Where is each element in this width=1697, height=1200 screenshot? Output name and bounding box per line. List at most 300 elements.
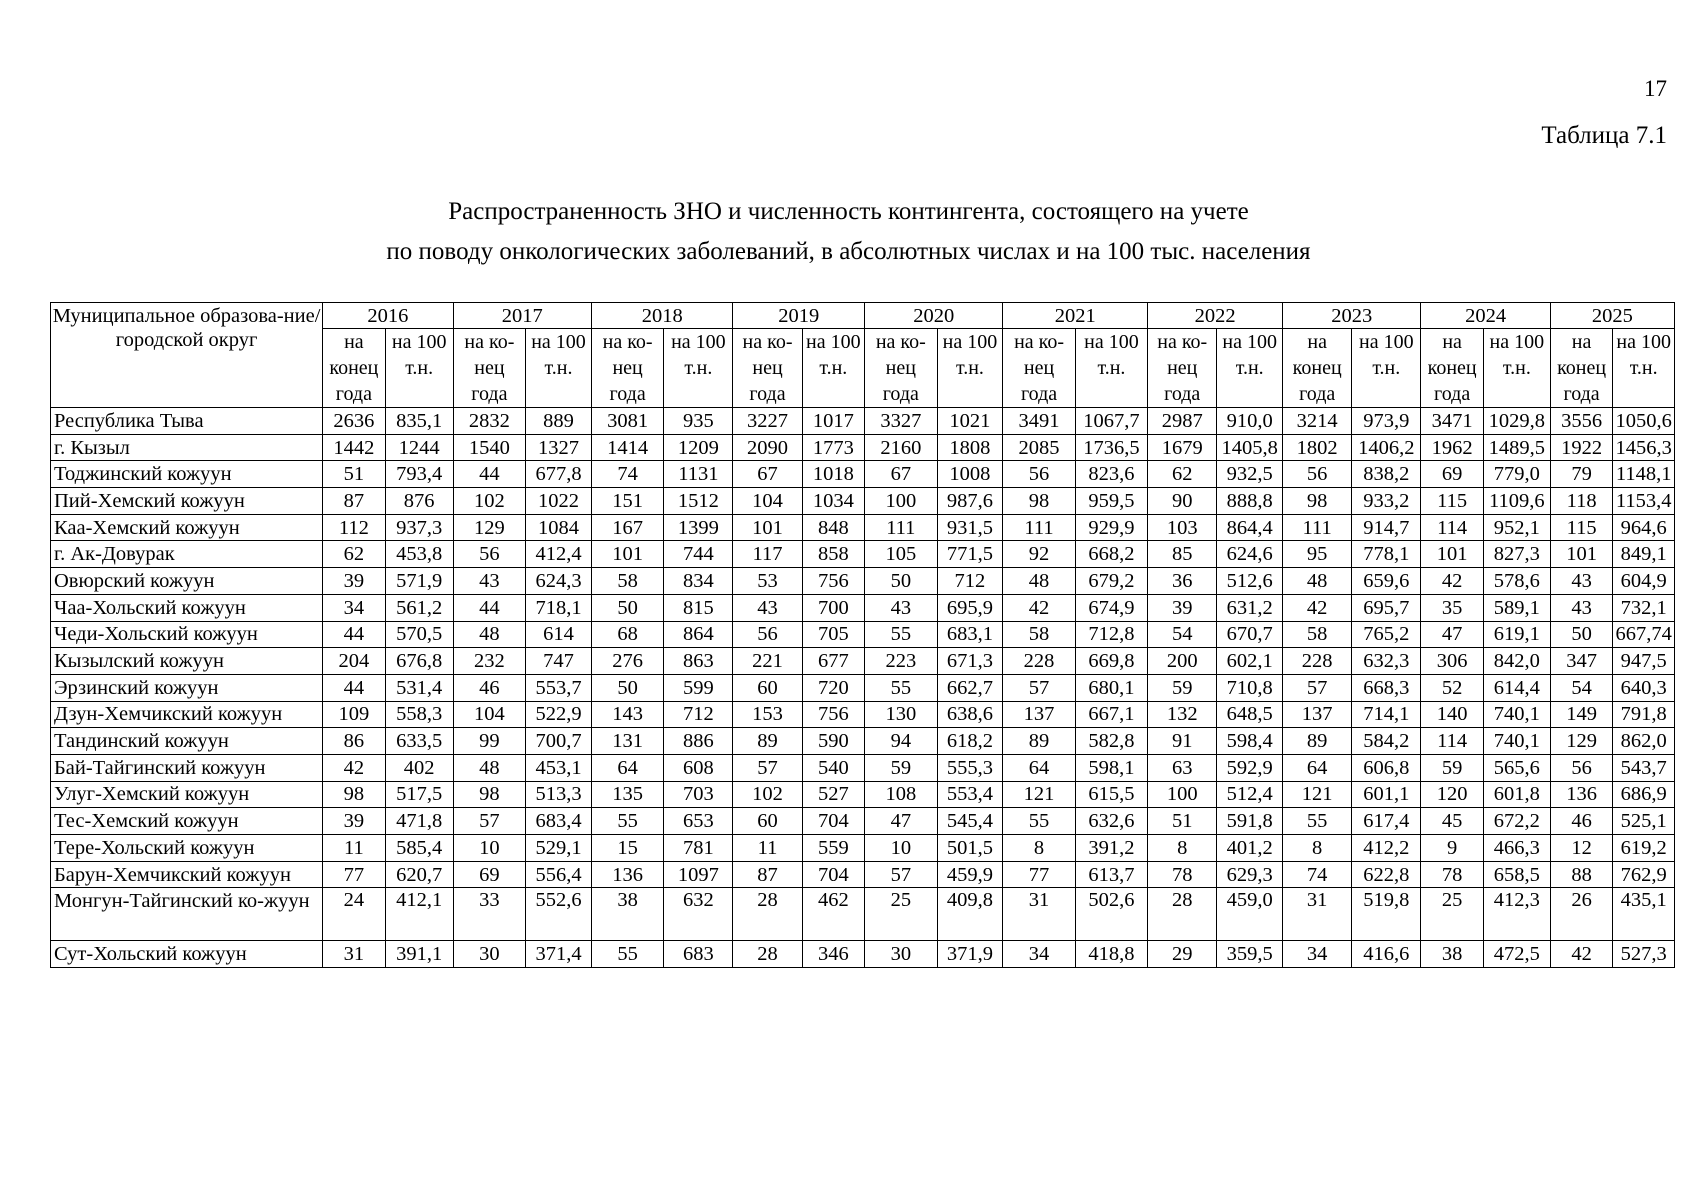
year-end-count-cell: 58 [1003,621,1075,648]
per-100k-cell: 827,3 [1483,541,1550,568]
year-end-count-cell: 43 [453,568,525,595]
per-100k-cell: 555,3 [937,754,1003,781]
per-100k-cell: 823,6 [1075,461,1147,488]
subheader-year-end: на конец года [1283,329,1352,408]
year-end-count-cell: 1802 [1283,434,1352,461]
year-end-count-cell: 3214 [1283,408,1352,435]
per-100k-cell: 815 [664,594,733,621]
per-100k-cell: 710,8 [1217,674,1283,701]
year-end-count-cell: 90 [1148,488,1217,515]
per-100k-cell: 779,0 [1483,461,1550,488]
year-end-count-cell: 34 [1283,941,1352,968]
per-100k-cell: 601,1 [1352,781,1421,808]
per-100k-cell: 712,8 [1075,621,1147,648]
per-100k-cell: 502,6 [1075,888,1147,941]
year-end-count-cell: 64 [1003,754,1075,781]
year-end-count-cell: 74 [1283,861,1352,888]
per-100k-cell: 964,6 [1613,514,1675,541]
per-100k-cell: 371,4 [526,941,592,968]
year-end-count-cell: 115 [1421,488,1484,515]
year-end-count-cell: 28 [1148,888,1217,941]
table-row [51,514,1675,541]
per-100k-cell: 453,8 [385,541,453,568]
per-100k-cell: 466,3 [1483,835,1550,862]
per-100k-cell: 624,3 [526,568,592,595]
year-end-count-cell: 121 [1003,781,1075,808]
subheader-year-end: на ко-нец года [1003,329,1075,408]
year-end-count-cell: 167 [591,514,663,541]
table-row [51,594,1675,621]
year-end-count-cell: 42 [1421,568,1484,595]
year-end-count-cell: 143 [591,701,663,728]
year-end-count-cell: 347 [1550,648,1613,675]
per-100k-cell: 677 [802,648,865,675]
year-end-count-cell: 120 [1421,781,1484,808]
per-100k-cell: 561,2 [385,594,453,621]
per-100k-cell: 718,1 [526,594,592,621]
table-row [51,808,1675,835]
per-100k-cell: 615,5 [1075,781,1147,808]
subheader-per-100k: на 100 т.н. [385,329,453,408]
per-100k-cell: 756 [802,568,865,595]
per-100k-cell: 472,5 [1483,941,1550,968]
per-100k-cell: 704 [802,808,865,835]
per-100k-cell: 513,3 [526,781,592,808]
per-100k-cell: 667,74 [1613,621,1675,648]
year-end-count-cell: 50 [1550,621,1613,648]
per-100k-cell: 501,5 [937,835,1003,862]
per-100k-cell: 762,9 [1613,861,1675,888]
per-100k-cell: 1244 [385,434,453,461]
table-row [51,674,1675,701]
per-100k-cell: 932,5 [1217,461,1283,488]
year-end-count-cell: 44 [453,461,525,488]
year-end-count-cell: 55 [591,808,663,835]
per-100k-cell: 863 [664,648,733,675]
year-end-count-cell: 130 [865,701,937,728]
per-100k-cell: 604,9 [1613,568,1675,595]
year-end-count-cell: 31 [1283,888,1352,941]
table-title-line-1: Распространенность ЗНО и численность контингента, состоящего на учете [448,198,1249,225]
table-row [51,781,1675,808]
per-100k-cell: 703 [664,781,733,808]
subheader-year-end: на ко-нец года [865,329,937,408]
per-100k-cell: 714,1 [1352,701,1421,728]
year-end-count-cell: 108 [865,781,937,808]
per-100k-cell: 359,5 [1217,941,1283,968]
year-end-count-cell: 24 [323,888,386,941]
year-end-count-cell: 2987 [1148,408,1217,435]
year-header: 2018 [591,303,733,329]
table-row [51,541,1675,568]
year-header: 2017 [453,303,591,329]
per-100k-cell: 668,2 [1075,541,1147,568]
year-end-count-cell: 111 [865,514,937,541]
year-end-count-cell: 100 [1148,781,1217,808]
year-end-count-cell: 88 [1550,861,1613,888]
region-name-cell: Кызылский кожуун [51,648,323,675]
year-end-count-cell: 38 [591,888,663,941]
per-100k-cell: 553,4 [937,781,1003,808]
per-100k-cell: 747 [526,648,592,675]
per-100k-cell: 617,4 [1352,808,1421,835]
per-100k-cell: 695,7 [1352,594,1421,621]
per-100k-cell: 553,7 [526,674,592,701]
year-end-count-cell: 55 [1283,808,1352,835]
year-end-count-cell: 57 [733,754,802,781]
table-row [51,408,1675,435]
year-end-count-cell: 51 [1148,808,1217,835]
year-end-count-cell: 92 [1003,541,1075,568]
table-row [51,835,1675,862]
year-end-count-cell: 140 [1421,701,1484,728]
year-end-count-cell: 54 [1550,674,1613,701]
per-100k-cell: 700 [802,594,865,621]
region-name-cell: Каа-Хемский кожуун [51,514,323,541]
year-end-count-cell: 31 [323,941,386,968]
table-row [51,488,1675,515]
year-end-count-cell: 151 [591,488,663,515]
per-100k-cell: 1736,5 [1075,434,1147,461]
year-end-count-cell: 2160 [865,434,937,461]
per-100k-cell: 1021 [937,408,1003,435]
year-end-count-cell: 3491 [1003,408,1075,435]
per-100k-cell: 632 [664,888,733,941]
subheader-year-end: на конец года [323,329,386,408]
per-100k-cell: 527 [802,781,865,808]
year-end-count-cell: 63 [1148,754,1217,781]
per-100k-cell: 888,8 [1217,488,1283,515]
per-100k-cell: 525,1 [1613,808,1675,835]
year-end-count-cell: 12 [1550,835,1613,862]
year-end-count-cell: 98 [453,781,525,808]
per-100k-cell: 527,3 [1613,941,1675,968]
year-end-count-cell: 43 [865,594,937,621]
year-end-count-cell: 39 [323,568,386,595]
year-end-count-cell: 2085 [1003,434,1075,461]
region-name-cell: г. Ак-Довурак [51,541,323,568]
subheader-per-100k: на 100 т.н. [664,329,733,408]
per-100k-cell: 640,3 [1613,674,1675,701]
year-end-count-cell: 102 [733,781,802,808]
region-name-cell: Эрзинский кожуун [51,674,323,701]
year-header: 2016 [323,303,454,329]
per-100k-cell: 705 [802,621,865,648]
region-name-cell: Чеди-Хольский кожуун [51,621,323,648]
year-end-count-cell: 56 [453,541,525,568]
per-100k-cell: 849,1 [1613,541,1675,568]
per-100k-cell: 793,4 [385,461,453,488]
year-end-count-cell: 28 [733,941,802,968]
per-100k-cell: 412,2 [1352,835,1421,862]
year-end-count-cell: 136 [591,861,663,888]
per-100k-cell: 952,1 [1483,514,1550,541]
year-end-count-cell: 45 [1421,808,1484,835]
per-100k-cell: 987,6 [937,488,1003,515]
year-end-count-cell: 114 [1421,514,1484,541]
per-100k-cell: 876 [385,488,453,515]
year-end-count-cell: 35 [1421,594,1484,621]
per-100k-cell: 842,0 [1483,648,1550,675]
per-100k-cell: 1153,4 [1613,488,1675,515]
year-end-count-cell: 111 [1283,514,1352,541]
year-end-count-cell: 228 [1003,648,1075,675]
year-end-count-cell: 43 [1550,594,1613,621]
per-100k-cell: 401,2 [1217,835,1283,862]
subheader-per-100k: на 100 т.н. [1483,329,1550,408]
year-end-count-cell: 57 [1003,674,1075,701]
year-header: 2021 [1003,303,1148,329]
per-100k-cell: 606,8 [1352,754,1421,781]
per-100k-cell: 937,3 [385,514,453,541]
year-end-count-cell: 1962 [1421,434,1484,461]
subheader-per-100k: на 100 т.н. [1075,329,1147,408]
year-end-count-cell: 64 [1283,754,1352,781]
per-100k-cell: 519,8 [1352,888,1421,941]
per-100k-cell: 540 [802,754,865,781]
year-end-count-cell: 57 [453,808,525,835]
per-100k-cell: 391,1 [385,941,453,968]
year-end-count-cell: 31 [1003,888,1075,941]
table-row [51,941,1675,968]
subheader-per-100k: на 100 т.н. [526,329,592,408]
per-100k-cell: 862,0 [1613,728,1675,755]
per-100k-cell: 614,4 [1483,674,1550,701]
year-end-count-cell: 204 [323,648,386,675]
per-100k-cell: 1050,6 [1613,408,1675,435]
table-row [51,621,1675,648]
per-100k-cell: 1131 [664,461,733,488]
year-end-count-cell: 8 [1283,835,1352,862]
per-100k-cell: 720 [802,674,865,701]
per-100k-cell: 391,2 [1075,835,1147,862]
year-end-count-cell: 56 [1550,754,1613,781]
year-end-count-cell: 48 [453,621,525,648]
per-100k-cell: 1327 [526,434,592,461]
per-100k-cell: 771,5 [937,541,1003,568]
per-100k-cell: 402 [385,754,453,781]
subheader-year-end: на ко-нец года [733,329,802,408]
per-100k-cell: 512,6 [1217,568,1283,595]
year-end-count-cell: 60 [733,674,802,701]
region-name-cell: Улуг-Хемский кожуун [51,781,323,808]
subheader-per-100k: на 100 т.н. [937,329,1003,408]
year-header: 2019 [733,303,865,329]
per-100k-cell: 1489,5 [1483,434,1550,461]
year-end-count-cell: 78 [1148,861,1217,888]
per-100k-cell: 848 [802,514,865,541]
per-100k-cell: 686,9 [1613,781,1675,808]
year-end-count-cell: 135 [591,781,663,808]
per-100k-cell: 778,1 [1352,541,1421,568]
per-100k-cell: 1773 [802,434,865,461]
year-end-count-cell: 117 [733,541,802,568]
year-end-count-cell: 34 [1003,941,1075,968]
prevalence-table [50,302,1675,968]
year-end-count-cell: 98 [1003,488,1075,515]
per-100k-cell: 471,8 [385,808,453,835]
per-100k-cell: 1512 [664,488,733,515]
year-end-count-cell: 86 [323,728,386,755]
year-end-count-cell: 101 [1421,541,1484,568]
per-100k-cell: 935 [664,408,733,435]
year-end-count-cell: 109 [323,701,386,728]
per-100k-cell: 1456,3 [1613,434,1675,461]
year-end-count-cell: 98 [323,781,386,808]
per-100k-cell: 418,8 [1075,941,1147,968]
year-end-count-cell: 8 [1148,835,1217,862]
per-100k-cell: 632,3 [1352,648,1421,675]
year-end-count-cell: 25 [1421,888,1484,941]
year-end-count-cell: 34 [323,594,386,621]
year-end-count-cell: 1679 [1148,434,1217,461]
year-end-count-cell: 69 [1421,461,1484,488]
per-100k-cell: 622,8 [1352,861,1421,888]
year-end-count-cell: 56 [733,621,802,648]
per-100k-cell: 1017 [802,408,865,435]
per-100k-cell: 543,7 [1613,754,1675,781]
per-100k-cell: 1022 [526,488,592,515]
year-header: 2022 [1148,303,1283,329]
year-end-count-cell: 42 [1550,941,1613,968]
per-100k-cell: 571,9 [385,568,453,595]
year-end-count-cell: 38 [1421,941,1484,968]
year-end-count-cell: 69 [453,861,525,888]
per-100k-cell: 700,7 [526,728,592,755]
year-end-count-cell: 59 [1421,754,1484,781]
year-end-count-cell: 8 [1003,835,1075,862]
year-end-count-cell: 55 [865,621,937,648]
year-end-count-cell: 39 [323,808,386,835]
year-end-count-cell: 67 [865,461,937,488]
year-end-count-cell: 131 [591,728,663,755]
year-end-count-cell: 77 [323,861,386,888]
year-end-count-cell: 98 [1283,488,1352,515]
year-end-count-cell: 78 [1421,861,1484,888]
year-end-count-cell: 91 [1148,728,1217,755]
per-100k-cell: 619,1 [1483,621,1550,648]
subheader-year-end: на ко-нец года [591,329,663,408]
per-100k-cell: 631,2 [1217,594,1283,621]
per-100k-cell: 1084 [526,514,592,541]
per-100k-cell: 601,8 [1483,781,1550,808]
per-100k-cell: 910,0 [1217,408,1283,435]
per-100k-cell: 712 [664,701,733,728]
region-name-cell: Тере-Хольский кожуун [51,835,323,862]
subheader-per-100k: на 100 т.н. [802,329,865,408]
per-100k-cell: 683,1 [937,621,1003,648]
per-100k-cell: 545,4 [937,808,1003,835]
year-end-count-cell: 132 [1148,701,1217,728]
year-end-count-cell: 1922 [1550,434,1613,461]
per-100k-cell: 582,8 [1075,728,1147,755]
year-end-count-cell: 42 [1283,594,1352,621]
year-end-count-cell: 99 [453,728,525,755]
per-100k-cell: 929,9 [1075,514,1147,541]
per-100k-cell: 619,2 [1613,835,1675,862]
year-end-count-cell: 50 [591,674,663,701]
region-name-cell: Барун-Хемчикский кожуун [51,861,323,888]
year-end-count-cell: 10 [453,835,525,862]
year-header: 2025 [1550,303,1674,329]
per-100k-cell: 740,1 [1483,728,1550,755]
per-100k-cell: 618,2 [937,728,1003,755]
per-100k-cell: 712 [937,568,1003,595]
per-100k-cell: 614 [526,621,592,648]
per-100k-cell: 677,8 [526,461,592,488]
year-end-count-cell: 54 [1148,621,1217,648]
region-name-cell: Тандинский кожуун [51,728,323,755]
per-100k-cell: 529,1 [526,835,592,862]
per-100k-cell: 674,9 [1075,594,1147,621]
subheader-per-100k: на 100 т.н. [1613,329,1675,408]
per-100k-cell: 592,9 [1217,754,1283,781]
year-end-count-cell: 137 [1283,701,1352,728]
per-100k-cell: 683 [664,941,733,968]
year-end-count-cell: 68 [591,621,663,648]
table-row [51,728,1675,755]
per-100k-cell: 632,6 [1075,808,1147,835]
subheader-year-end: на конец года [1550,329,1613,408]
year-end-count-cell: 3556 [1550,408,1613,435]
per-100k-cell: 704 [802,861,865,888]
per-100k-cell: 517,5 [385,781,453,808]
per-100k-cell: 1097 [664,861,733,888]
per-100k-cell: 412,3 [1483,888,1550,941]
year-end-count-cell: 50 [591,594,663,621]
table-title-line-2: по поводу онкологических заболеваний, в абсолютных числах и на 100 тыс. населения [386,238,1311,265]
per-100k-cell: 598,1 [1075,754,1147,781]
year-end-count-cell: 50 [865,568,937,595]
year-end-count-cell: 43 [733,594,802,621]
table-row [51,861,1675,888]
per-100k-cell: 1399 [664,514,733,541]
year-end-count-cell: 3227 [733,408,802,435]
per-100k-cell: 556,4 [526,861,592,888]
year-end-count-cell: 223 [865,648,937,675]
per-100k-cell: 864 [664,621,733,648]
year-end-count-cell: 89 [1283,728,1352,755]
per-100k-cell: 453,1 [526,754,592,781]
year-end-count-cell: 9 [1421,835,1484,862]
year-end-count-cell: 79 [1550,461,1613,488]
per-100k-cell: 662,7 [937,674,1003,701]
year-end-count-cell: 89 [1003,728,1075,755]
per-100k-cell: 435,1 [1613,888,1675,941]
year-end-count-cell: 115 [1550,514,1613,541]
year-end-count-cell: 104 [733,488,802,515]
year-end-count-cell: 105 [865,541,937,568]
per-100k-cell: 589,1 [1483,594,1550,621]
year-end-count-cell: 42 [1003,594,1075,621]
year-end-count-cell: 29 [1148,941,1217,968]
year-end-count-cell: 306 [1421,648,1484,675]
per-100k-cell: 1067,7 [1075,408,1147,435]
region-name-cell: Овюрский кожуун [51,568,323,595]
year-end-count-cell: 121 [1283,781,1352,808]
year-end-count-cell: 44 [323,674,386,701]
per-100k-cell: 565,6 [1483,754,1550,781]
year-end-count-cell: 1414 [591,434,663,461]
per-100k-cell: 1209 [664,434,733,461]
per-100k-cell: 1034 [802,488,865,515]
year-end-count-cell: 43 [1550,568,1613,595]
year-end-count-cell: 28 [733,888,802,941]
year-end-count-cell: 2636 [323,408,386,435]
per-100k-cell: 1405,8 [1217,434,1283,461]
per-100k-cell: 1029,8 [1483,408,1550,435]
per-100k-cell: 834 [664,568,733,595]
